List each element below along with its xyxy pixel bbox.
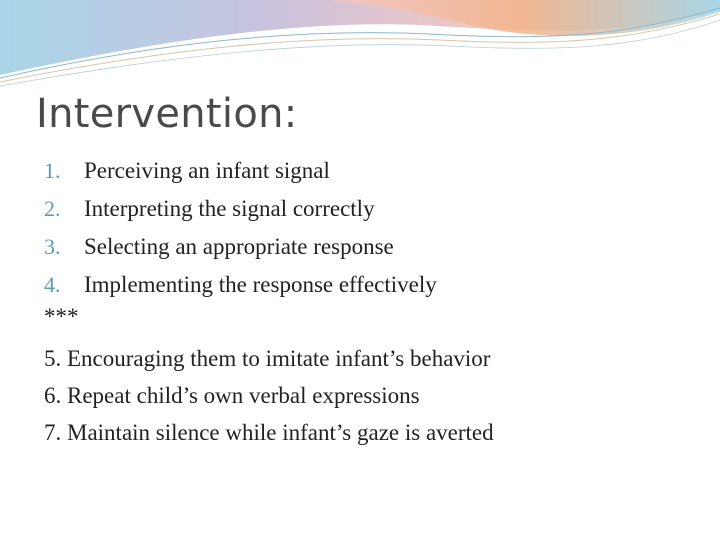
numbered-list	[44, 152, 684, 304]
list-item	[44, 228, 684, 266]
list-number: 2.	[44, 196, 61, 221]
slide-title: Intervention:	[36, 91, 298, 137]
list-text: Selecting an appropriate response	[84, 234, 394, 259]
list-text: Perceiving an infant signal	[84, 158, 330, 183]
list-number: 1.	[44, 158, 61, 183]
list-number: 4.	[44, 272, 61, 297]
extra-list-item: 6. Repeat child’s own verbal expressions	[44, 383, 420, 408]
list-text: Interpreting the signal correctly	[84, 196, 375, 221]
extra-list-item: 7. Maintain silence while infant’s gaze is averted	[44, 420, 494, 445]
extra-list	[44, 340, 704, 451]
list-number: 3.	[44, 234, 61, 259]
extra-list-item: 5. Encouraging them to imitate infant’s behavior	[44, 346, 491, 371]
decorative-wave-banner	[0, 0, 720, 90]
list-text: Implementing the response effectively	[84, 272, 437, 297]
list-item	[44, 152, 684, 190]
list-item	[44, 266, 684, 304]
list-item	[44, 190, 684, 228]
separator-text: ***	[44, 304, 79, 329]
